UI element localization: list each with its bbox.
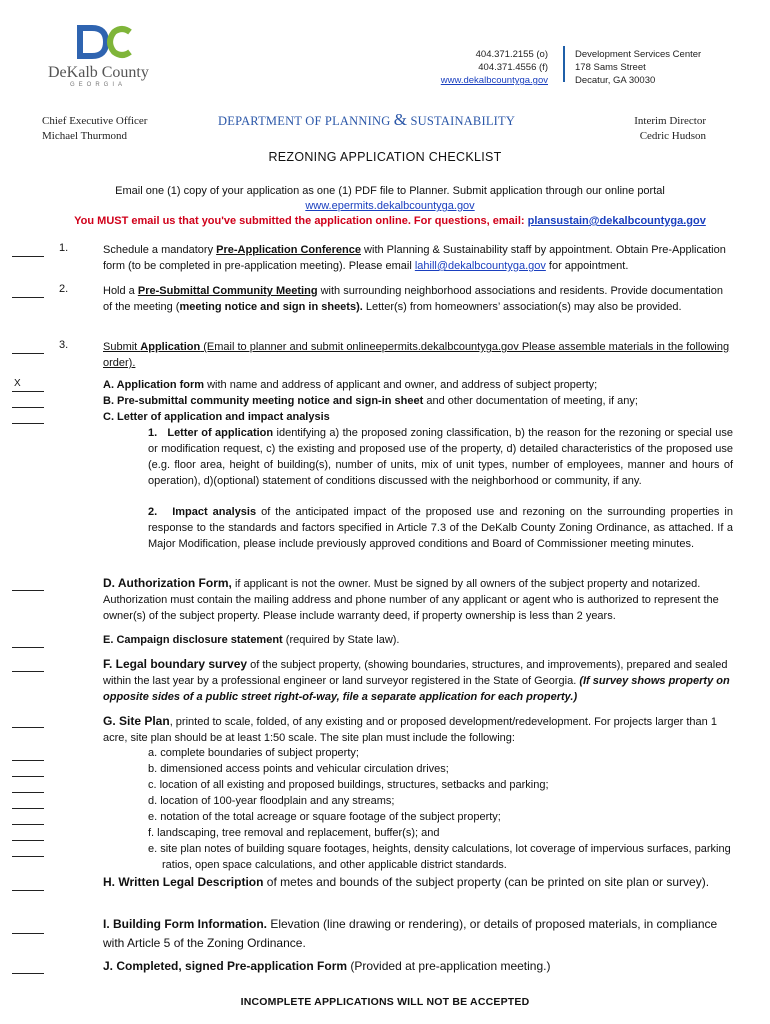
item-bold: D. Authorization Form, bbox=[103, 576, 232, 590]
item-d bbox=[103, 575, 733, 624]
item-text: Schedule a mandatory bbox=[103, 244, 217, 256]
fax: 404.371.4556 (f) bbox=[478, 62, 548, 73]
site-plan-list-item: a. complete boundaries of subject property; bbox=[148, 747, 359, 759]
checkbox-line-i[interactable] bbox=[12, 923, 44, 934]
appointment-email-link[interactable]: lahill@dekalbcountyga.gov bbox=[414, 260, 546, 272]
item-bold: B. Pre-submittal community meeting notice and sign-in sheet bbox=[103, 395, 424, 407]
ceo-name: Michael Thurmond bbox=[42, 130, 128, 142]
checkbox-line-1[interactable] bbox=[12, 246, 44, 257]
site-plan-list-item: b. dimensioned access points and vehicular circulation drives; bbox=[148, 763, 449, 775]
ceo-title: Chief Executive Officer bbox=[42, 115, 148, 127]
item-j bbox=[103, 957, 733, 976]
item-f bbox=[103, 656, 733, 705]
phone: 404.371.2155 (o) bbox=[475, 49, 548, 60]
director-name: Cedric Hudson bbox=[639, 130, 706, 142]
checkbox-line-j[interactable] bbox=[12, 963, 44, 974]
item-number: 1. bbox=[59, 242, 69, 254]
item-text: of metes and bounds of the subject property (can be printed on site plan or survey). bbox=[263, 875, 710, 889]
item-bold: H. Written Legal Description bbox=[103, 875, 264, 889]
checkbox-line-g-d[interactable] bbox=[12, 798, 44, 809]
item-bold: Application bbox=[140, 341, 201, 353]
checkbox-line-g-g[interactable] bbox=[12, 846, 44, 857]
item-text: Submit bbox=[103, 341, 141, 353]
dept-amp: & bbox=[393, 110, 408, 129]
item-c bbox=[103, 409, 733, 425]
item-bold: C. Letter of application and impact analysis bbox=[103, 411, 330, 423]
logo-name: DeKalb County bbox=[48, 64, 149, 81]
item-bold: I. Building Form Information. bbox=[103, 917, 267, 931]
item-number: 2. bbox=[59, 283, 69, 295]
footer-notice: INCOMPLETE APPLICATIONS WILL NOT BE ACCEPTED bbox=[240, 996, 530, 1008]
item-i bbox=[103, 915, 733, 953]
checkbox-line-g-b[interactable] bbox=[12, 766, 44, 777]
checkbox-line-2[interactable] bbox=[12, 287, 44, 298]
item-bold: G. Site Plan bbox=[103, 714, 170, 728]
item-text: with Planning & Sustainability staff by appointment. Obtain Pre-Application form (to be completed in pre-application meeting). Please email bbox=[103, 244, 726, 272]
item-text: with surrounding neighborhood associations and residents. Provide documentation of the meeting ( bbox=[103, 285, 723, 313]
site-plan-list-item: c. location of all existing and proposed buildings, structures, setbacks and parking; bbox=[148, 779, 549, 791]
contact-block bbox=[400, 48, 548, 87]
item-c2 bbox=[148, 504, 733, 552]
divider bbox=[563, 46, 565, 82]
address-block bbox=[575, 48, 701, 87]
item-bold: 1. bbox=[148, 427, 158, 439]
portal-link[interactable]: www.epermits.dekalbcountyga.gov bbox=[305, 200, 475, 212]
checkbox-line-3[interactable] bbox=[12, 343, 44, 354]
item-text: Letter(s) from homeowners’ association(s) may also be provided. bbox=[362, 301, 682, 313]
site-plan-list-item: e. site plan notes of building square footages, heights, density calculations, lot coverage of impervious surfaces, parking ratios, open space calculations, and other applicable district standards. bbox=[148, 843, 731, 871]
item-number: 3. bbox=[59, 339, 69, 351]
item-text: (Provided at pre-application meeting.) bbox=[347, 959, 551, 973]
item-a bbox=[103, 377, 733, 393]
item-bold: Pre-Application Conference bbox=[216, 244, 361, 256]
item-text: of the anticipated impact of the proposed use and rezoning on the surrounding properties in response to the standards and factors specified in Article 7.3 of the DeKalb County Zoning Ordinance, as attached. If a Major Modification, please include previously approved conditions and Board of Commissioner meeting minutes. bbox=[148, 506, 733, 550]
checkbox-line-g-a[interactable] bbox=[12, 750, 44, 761]
director-title: Interim Director bbox=[634, 115, 706, 127]
site-plan-list-item: f. landscaping, tree removal and replacement, buffer(s); and bbox=[148, 827, 440, 839]
checkbox-line-f[interactable] bbox=[12, 661, 44, 672]
checkbox-line-b[interactable] bbox=[12, 397, 44, 408]
item-text: Elevation (line drawing or rendering), or details of proposed materials, in compliance with Article 5 of the Zoning Ordinance. bbox=[103, 917, 718, 950]
checkbox-line-g-e[interactable] bbox=[12, 814, 44, 825]
item-g bbox=[103, 713, 733, 746]
item-3 bbox=[103, 339, 733, 371]
department-name bbox=[218, 110, 515, 130]
item-italic: (If survey shows property on opposite sides of a public street right-of-way, file a separate application for each property.) bbox=[103, 675, 730, 703]
intro bbox=[60, 184, 720, 229]
item-e bbox=[103, 632, 733, 648]
item-bold: Letter of application bbox=[167, 427, 274, 439]
item-bold: A. Application form bbox=[103, 379, 205, 391]
dept-right: SUSTAINABILITY bbox=[410, 114, 516, 128]
checkbox-line-a[interactable] bbox=[12, 378, 44, 392]
dc-logo-icon bbox=[76, 24, 136, 64]
checkbox-line-g-f[interactable] bbox=[12, 830, 44, 841]
site-plan-list-item: e. notation of the total acreage or square footage of the subject property; bbox=[148, 811, 501, 823]
intro-line: Email one (1) copy of your application as one (1) PDF file to Planner. Submit application through our online portal bbox=[115, 185, 665, 197]
checkbox-line-g-c[interactable] bbox=[12, 782, 44, 793]
item-bold: Pre-Submittal Community Meeting bbox=[137, 285, 318, 297]
checkbox-line-e[interactable] bbox=[12, 637, 44, 648]
item-b bbox=[103, 393, 733, 409]
page-title: REZONING APPLICATION CHECKLIST bbox=[268, 150, 502, 164]
item-text: and other documentation of meeting, if any; bbox=[423, 395, 638, 407]
item-2 bbox=[103, 283, 733, 315]
item-bold: F. Legal boundary survey bbox=[103, 657, 248, 671]
site-plan-list-item: d. location of 100-year floodplain and any streams; bbox=[148, 795, 395, 807]
item-1 bbox=[103, 242, 733, 274]
checkbox-line-c[interactable] bbox=[12, 413, 44, 424]
checkbox-line-g[interactable] bbox=[12, 717, 44, 728]
item-bold: Impact analysis bbox=[172, 506, 257, 518]
item-bold: 2. bbox=[148, 506, 158, 518]
ceo-block bbox=[42, 114, 147, 144]
questions-email-link[interactable]: plansustain@dekalbcountyga.gov bbox=[527, 215, 706, 227]
item-text: for appointment. bbox=[545, 260, 629, 272]
check-mark: X bbox=[14, 378, 21, 389]
logo-subtext: GEORGIA bbox=[70, 82, 127, 88]
item-text: (Email to planner and submit onlineepermits.dekalbcountyga.gov Please assemble materials in the following order). bbox=[103, 341, 730, 369]
city: Decatur, GA 30030 bbox=[575, 75, 656, 86]
item-text: (required by State law). bbox=[282, 634, 400, 646]
item-bold: E. Campaign disclosure statement bbox=[103, 634, 283, 646]
director-block bbox=[560, 114, 706, 144]
item-bold: J. Completed, signed Pre-application Form bbox=[103, 959, 348, 973]
item-c1 bbox=[148, 425, 733, 489]
office-name: Development Services Center bbox=[575, 49, 702, 60]
item-text: of the subject property, (showing boundaries, structures, and improvements), prepared and sealed within the last year by a professional engineer or land surveyor registered in the State of Georgia. bbox=[103, 659, 728, 687]
item-text: , printed to scale, folded, of any existing and or proposed development/redevelopment. For projects larger than 1 acre, site plan should be at least 1:50 scale. The site plan must include the following: bbox=[103, 716, 717, 744]
item-text: Hold a bbox=[103, 285, 138, 297]
item-text: with name and address of applicant and owner, and address of subject property; bbox=[204, 379, 598, 391]
item-text: if applicant is not the owner. Must be signed by all owners of the subject property and notarized. Authorization must contain the mailing address and phone number of any applicant or agent who is authorized to represent the owner(s) of the subject property. Please include warranty deed, if property ownership is less than 2 years. bbox=[103, 578, 719, 622]
item-bold: meeting notice and sign in sheets). bbox=[179, 301, 363, 313]
dept-left: DEPARTMENT OF PLANNING bbox=[218, 114, 391, 128]
checkbox-line-h[interactable] bbox=[12, 880, 44, 891]
item-text: identifying a) the proposed zoning classification, b) the reason for the rezoning or special use or modification request, c) the existing and proposed use of the property, d) detailed characteristics of the proposed use (e.g. floor area, height of building(s), number of units, mix of unit types, number of employees, manner and hours of operation), d)(optional) statement of conditions discussed with the neighborhood or community, if any. bbox=[148, 427, 733, 487]
website-link[interactable]: www.dekalbcountyga.gov bbox=[440, 75, 548, 86]
checkbox-line-d[interactable] bbox=[12, 580, 44, 591]
item-h bbox=[103, 873, 733, 892]
street: 178 Sams Street bbox=[575, 62, 646, 73]
warning-text: You MUST email us that you've submitted the application online. For questions, email: bbox=[74, 215, 525, 227]
dekalb-logo bbox=[40, 24, 170, 94]
